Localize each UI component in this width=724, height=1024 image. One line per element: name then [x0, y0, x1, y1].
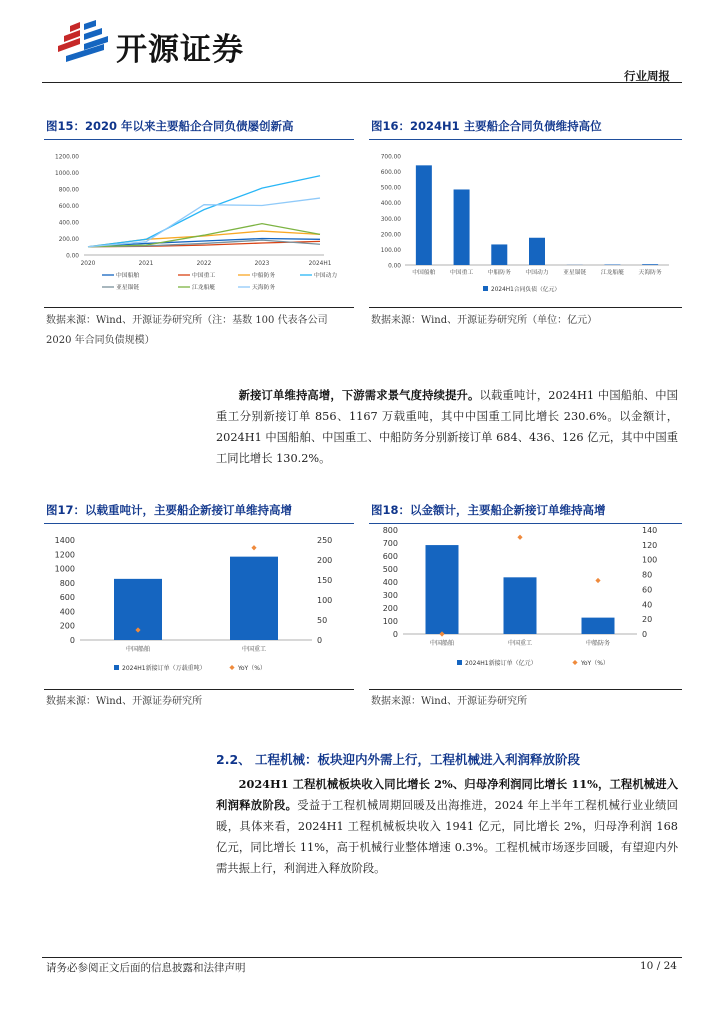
fig18-source: 数据来源：Wind、开源证券研究所	[371, 696, 528, 707]
y-tick-label: 200.00	[380, 232, 401, 239]
y-tick-label: 600.00	[380, 170, 401, 177]
y-tick-label: 400.00	[380, 201, 401, 208]
orders-paragraph-lead: 新接订单维持高增，下游需求景气度持续提升。	[238, 388, 480, 402]
logo	[56, 20, 112, 66]
x-tick-label: 中船防务	[487, 270, 511, 276]
yoy-marker	[517, 535, 522, 540]
fig16-source: 数据来源：Wind、开源证券研究所（单位：亿元）	[371, 315, 598, 326]
y-tick-label: 200	[59, 621, 75, 631]
y2-tick-label: 120	[642, 540, 658, 550]
bar	[416, 165, 432, 265]
x-tick-label: 中国船舶	[125, 646, 151, 653]
fig16-title: 图16：2024H1 主要船企合同负债维持高位	[371, 119, 602, 133]
bar	[454, 189, 470, 265]
footer-rule	[42, 957, 682, 958]
orders-paragraph	[216, 385, 678, 469]
y2-tick-label: 100	[317, 596, 333, 605]
yoy-marker	[595, 578, 600, 583]
bar	[529, 238, 545, 265]
y2-tick-label: 200	[317, 556, 333, 565]
fig18-bar-chart	[369, 526, 682, 676]
fig18-bottom-rule	[369, 689, 682, 690]
y-tick-label: 0	[392, 630, 398, 639]
y-tick-label: 400	[382, 578, 398, 587]
y2-tick-label: 250	[317, 536, 333, 545]
page-number: 10 / 24	[640, 960, 677, 972]
y-tick-label: 0.00	[66, 253, 79, 260]
y-tick-label: 300.00	[380, 216, 401, 223]
section-heading: 2.2、 工程机械：板块迎内外需上行，工程机械进入利润释放阶段	[216, 752, 580, 767]
fig15-bottom-rule	[44, 307, 354, 308]
legend-label: YoY（%）	[238, 665, 266, 672]
y-tick-label: 0.00	[388, 263, 401, 270]
legend-swatch	[483, 286, 488, 291]
y-tick-label: 1000.00	[55, 171, 79, 177]
x-tick-label: 中国重工	[507, 640, 533, 647]
legend-label: 2024H1新接订单（万载重吨）	[122, 665, 206, 672]
bar	[642, 264, 658, 265]
legend-label: 中国船舶	[116, 273, 140, 279]
fig17-source: 数据来源：Wind、开源证券研究所	[46, 696, 203, 707]
y2-tick-label: 80	[642, 570, 653, 580]
fig18-title-rule	[369, 523, 682, 524]
bar	[504, 577, 537, 634]
y-tick-label: 600	[59, 593, 75, 603]
x-tick-label: 亚星锚链	[563, 270, 587, 276]
y-tick-label: 600.00	[58, 204, 79, 210]
x-tick-label: 2022	[196, 261, 212, 267]
legend-swatch	[457, 660, 462, 665]
fig15-title-rule	[44, 139, 354, 140]
legend-label: 亚星锚链	[116, 285, 140, 291]
y-tick-label: 800.00	[58, 187, 79, 194]
x-tick-label: 2021	[138, 261, 154, 267]
x-tick-label: 中国动力	[525, 270, 549, 276]
x-tick-label: 天海防务	[638, 270, 662, 276]
legend-swatch	[229, 665, 234, 670]
x-tick-label: 2020	[80, 261, 96, 267]
y-tick-label: 800	[59, 578, 75, 588]
header-rule	[42, 82, 682, 83]
y-tick-label: 0	[69, 636, 75, 645]
y-tick-label: 700	[382, 539, 398, 548]
legend-label: 2024H1新接订单（亿元）	[465, 660, 537, 667]
legend-label: 中国动力	[314, 273, 338, 279]
x-tick-label: 2023	[254, 261, 270, 267]
y-tick-label: 400.00	[58, 220, 79, 227]
y-tick-label: 200.00	[58, 237, 79, 243]
fig15-title: 图15：2020 年以来主要船企合同负债屡创新高	[46, 119, 294, 133]
y2-tick-label: 150	[317, 576, 333, 585]
fig15-line-chart	[44, 148, 354, 308]
legend-swatch	[572, 660, 577, 665]
legend-label: 2024H1合同负债（亿元）	[491, 287, 561, 293]
x-tick-label: 中国重工	[241, 646, 267, 653]
fig18-title: 图18：以金额计，主要船企新接订单维持高增	[371, 503, 606, 517]
y2-tick-label: 0	[642, 630, 648, 639]
y-tick-label: 1200.00	[55, 154, 79, 161]
y-tick-label: 700.00	[380, 154, 401, 161]
x-tick-label: 中国船舶	[429, 640, 455, 647]
report-type: 行业周报	[624, 69, 670, 83]
section-paragraph-lead: 2024H1 工程机械板块收入同比增长 2%、归母净利润同比增长 11%，工程机械进入利润释放阶段。	[216, 777, 678, 812]
y-tick-label: 100.00	[380, 247, 401, 254]
y-tick-label: 1000	[54, 564, 75, 574]
brand-name: 开源证券	[116, 32, 244, 68]
orders-paragraph-body: 以载重吨计，2024H1 中国船舶、中国重工分别新接订单 856、1167 万载重吨，其中中国重工同比增长 230.6%。以金额计，2024H1 中国船舶、中国重工、中船防务分别新接订单 684、436、126 亿元，其中中国重工同比增长 130.2%。	[216, 389, 678, 465]
fig16-bottom-rule	[369, 307, 682, 308]
y2-tick-label: 140	[642, 526, 658, 535]
fig17-bottom-rule	[44, 689, 354, 690]
x-tick-label: 中国船舶	[412, 270, 436, 276]
fig17-bar-chart	[44, 530, 354, 680]
section-paragraph-body: 受益于工程机械周期回暖及出海推进，2024 年上半年工程机械行业业绩回暖，具体来看，2024H1 工程机械板块收入 1941 亿元，同比增长 2%，归母净利润 168 亿元，同比增长 11%，高于机械行业整体增速 0.3%。工程机械市场逐步回暖，有望迎内外需共振上行，利润进入释放阶段。	[216, 799, 678, 875]
y-tick-label: 1400	[54, 536, 75, 545]
x-tick-label: 江龙船艇	[600, 270, 625, 276]
y-tick-label: 300	[382, 591, 398, 600]
y-tick-label: 200	[382, 604, 398, 613]
section-paragraph	[216, 774, 678, 879]
bar	[426, 545, 459, 634]
y2-tick-label: 100	[642, 555, 658, 565]
fig16-title-rule	[369, 139, 682, 140]
legend-swatch	[114, 665, 119, 670]
y2-tick-label: 0	[317, 636, 323, 645]
bar	[230, 557, 278, 640]
legend-label: 江龙船艇	[192, 285, 216, 291]
y-tick-label: 100	[382, 617, 398, 626]
x-tick-label: 2024H1	[308, 261, 332, 267]
y-tick-label: 400	[59, 607, 75, 617]
x-tick-label: 中国重工	[449, 270, 474, 276]
footer-disclaimer: 请务必参阅正文后面的信息披露和法律声明	[46, 962, 246, 974]
y-tick-label: 1200	[54, 550, 75, 560]
fig17-title: 图17：以载重吨计，主要船企新接订单维持高增	[46, 503, 293, 517]
y2-tick-label: 60	[642, 585, 653, 595]
y-tick-label: 600	[382, 552, 398, 561]
bar	[582, 618, 615, 634]
yoy-marker	[251, 545, 256, 550]
legend-label: 中国重工	[192, 273, 216, 279]
fig17-title-rule	[44, 523, 354, 524]
logo-mark-icon	[56, 20, 112, 66]
legend-label: YoY（%）	[581, 660, 609, 667]
fig16-bar-chart	[369, 148, 682, 308]
legend-label: 天海防务	[252, 285, 276, 291]
y-tick-label: 500	[382, 565, 398, 574]
y2-tick-label: 20	[642, 615, 653, 625]
fig15-source: 数据来源：Wind、开源证券研究所（注：基数 100 代表各公司 2020 年合同负债规模）	[46, 315, 328, 346]
y2-tick-label: 40	[642, 600, 653, 610]
legend-label: 中船防务	[252, 273, 276, 279]
x-tick-label: 中船防务	[585, 640, 611, 647]
y-tick-label: 800	[382, 526, 398, 535]
y2-tick-label: 50	[317, 616, 328, 625]
y-tick-label: 500.00	[380, 185, 401, 192]
bar	[491, 244, 507, 265]
